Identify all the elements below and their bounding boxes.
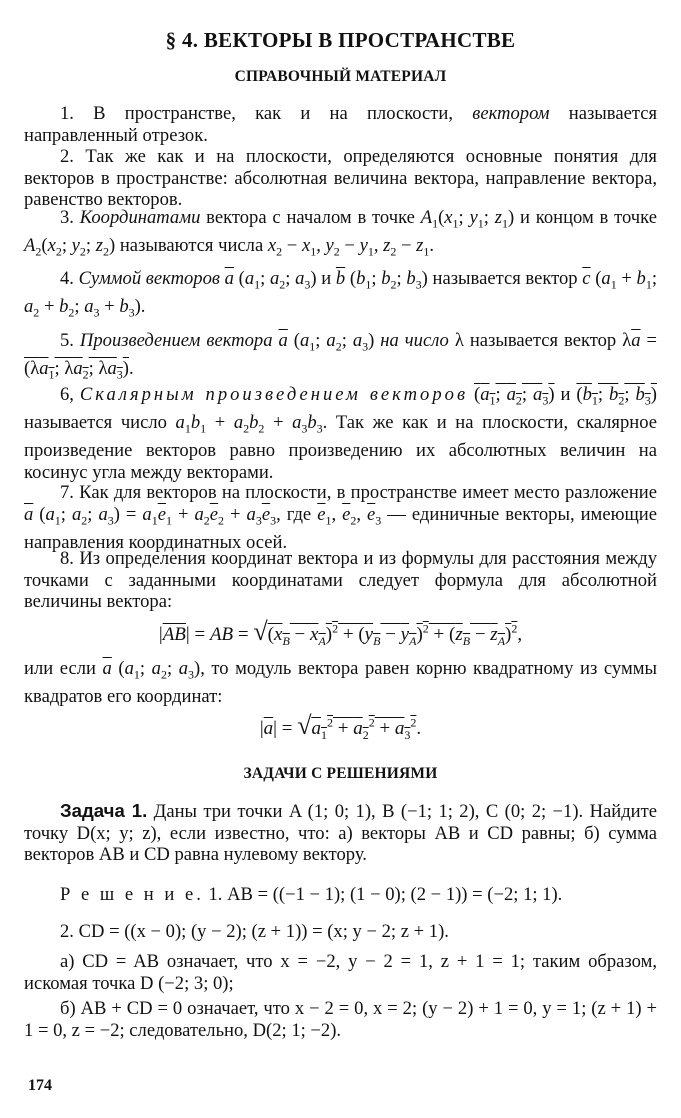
p6-text-c: . Так же как и на плоскости, скалярное произведение векторов равно произведению их абсолютных величин на косинус угла между векторами.: [24, 412, 657, 483]
p1-text-a: 1. В пространстве, как и на плоскости,: [60, 103, 473, 124]
p3-emphasis: Координатами: [79, 207, 201, 228]
solution-step-1-text: 1. AB = ((−1 − 1); (1 − 0); (2 − 1)) = (−2; 1; 1).: [203, 884, 563, 905]
solution-step-2: 2. CD = ((x − 0); (y − 2); (z + 1)) = (x; y − 2; z + 1).: [60, 921, 449, 942]
p5-text-b: называется вектор: [463, 330, 623, 351]
p7-text-a: 7. Как для векторов на плоскости, в пространстве имеет место разложение: [60, 482, 657, 503]
solution-step-1: [24, 884, 657, 906]
p6-emphasis: Скалярным произведением векторов: [79, 384, 469, 405]
p9-text-b: , то модуль вектора равен корню квадратному из суммы квадратов его координат:: [24, 658, 657, 708]
paragraph-2: 2. Так же как и на плоскости, определяются основные понятия для векторов в пространстве: абсолютная величина вектора, направление вектора, равенство векторов.: [24, 146, 657, 210]
p1-text-b: называется направленный отрезок.: [24, 103, 657, 146]
p6-text-a: 6,: [60, 384, 80, 405]
p5-text-a: 5.: [60, 330, 80, 351]
paragraph-5: 5. Произведением вектора $\overline{a}$ ($a_1$; $a_2$; $a_3$) на число λ называется вектор $\lambda\overline{a} = (\lambda a_1$; $\lambda a_2$; $\lambda a_3$).: [24, 330, 657, 382]
paragraph-4: 4. Суммой векторов $\overline{a}$ ($a_1$; $a_2$; $a_3$) и $\overline{b}$ ($b_1$; $b_2$; $b_3$) называется вектор $\overline{c}$ ($a_1 + b_1$; $a_2 + b_2$; $a_3 + b_3$).: [24, 268, 658, 320]
task-1-text: Даны три точки A (1; 0; 1), B (−1; 1; 2), C (0; 2; −1). Найдите точку D(x; y; z), если известно, что: а) векторы AB и CD равны; б) сумма векторов AB и CD равна нулевому вектору.: [24, 801, 657, 865]
p4-text-b: называется вектор: [427, 268, 583, 289]
formula-vector-modulus: $|\overline{a}| = √a_1^2 + a_2^2 + a_3^2$.: [259, 711, 422, 742]
p3-text-a: 3.: [60, 207, 80, 228]
paragraph-9: или если $\overline{a}$ ($a_1$; $a_2$; $a_3$), то модуль вектора равен корню квадратному из суммы квадратов его координат:: [24, 658, 657, 708]
task-1-label: Задача 1.: [60, 800, 148, 821]
solution-label: Р е ш е н и е.: [60, 884, 204, 905]
solution-part-b: б) AB + CD = 0 означает, что x − 2 = 0, x = 2; (y − 2) + 1 = 0, y = 1; (z + 1) + 1 = 0, z = −2; следовательно, D(2; 1; −2).: [24, 998, 657, 1041]
paragraph-7: 7. Как для векторов на плоскости, в пространстве имеет место разложение $\overline{a}$ ($a_1$; $a_2$; $a_3) = a_1\overline{e}_1 + a_2\overline{e}_2 + a_3\overline{e}_3$, где $\overline{e}_1$, $\overline{e}_2$, $\overline{e}_3$ — единичные векторы, имеющие направления координатных осей.: [24, 482, 657, 553]
tasks-heading: ЗАДАЧИ С РЕШЕНИЯМИ: [243, 765, 438, 782]
p7-text-b: , где: [276, 503, 318, 525]
p3-text-b: вектора с началом в точке: [200, 207, 421, 228]
page-number: 174: [28, 1077, 52, 1094]
p1-emphasis: вектором: [472, 103, 550, 124]
task-1: [24, 800, 657, 866]
p6-text-b: называется число: [24, 412, 176, 434]
section-title: § 4. ВЕКТОРЫ В ПРОСТРАНСТВЕ: [165, 28, 516, 52]
paragraph-8: 8. Из определения координат вектора и из формулы для расстояния между точками с заданными координатами следует формула для абсолютной величины вектора:: [24, 548, 657, 612]
formula-ab-length: $|\overline{AB}|$ = AB = $√(x_B - x_A)^2 + (y_B - y_A)^2 + (z_B - z_A)^2$,: [158, 617, 523, 648]
p7-text-c: — единичные векторы, имеющие направления координатных осей.: [24, 503, 657, 553]
p4-text-a: 4.: [60, 268, 79, 289]
p3-text-d: называются числа: [115, 235, 268, 257]
paragraph-3: 3. Координатами вектора с началом в точке $A_1(x_1$; $y_1$; $z_1$) и концом в точке $A_2(x_2$; $y_2$; $z_2$) называются числа $x_2 - x_1$, $y_2 - y_1$, $z_2 - z_1$.: [24, 207, 657, 259]
p9-text-a: или если: [24, 658, 103, 679]
paragraph-6: 6, Скалярным произведением векторов ($a_1$; $a_2$; $a_3$) и ($b_1$; $b_2$; $b_3$) называется число $a_1b_1 + a_2b_2 + a_3b_3$. Так же как и на плоскости, скалярное произведение векторов равно произведению их абсолютных величин на косинус угла между векторами.: [24, 384, 657, 483]
p3-text-c: и концом в точке: [514, 207, 657, 228]
paragraph-1: [24, 103, 657, 146]
solution-part-a: а) CD = AB означает, что x = −2, y − 2 = 1, z + 1 = 1; таким образом, искомая точка D (−2; 3; 0);: [24, 951, 657, 994]
p5-emphasis-2: на число: [380, 330, 449, 351]
p5-emphasis: Произведением вектора: [79, 330, 273, 351]
p4-emphasis: Суммой векторов: [78, 268, 220, 289]
reference-heading: СПРАВОЧНЫЙ МАТЕРИАЛ: [234, 68, 447, 85]
